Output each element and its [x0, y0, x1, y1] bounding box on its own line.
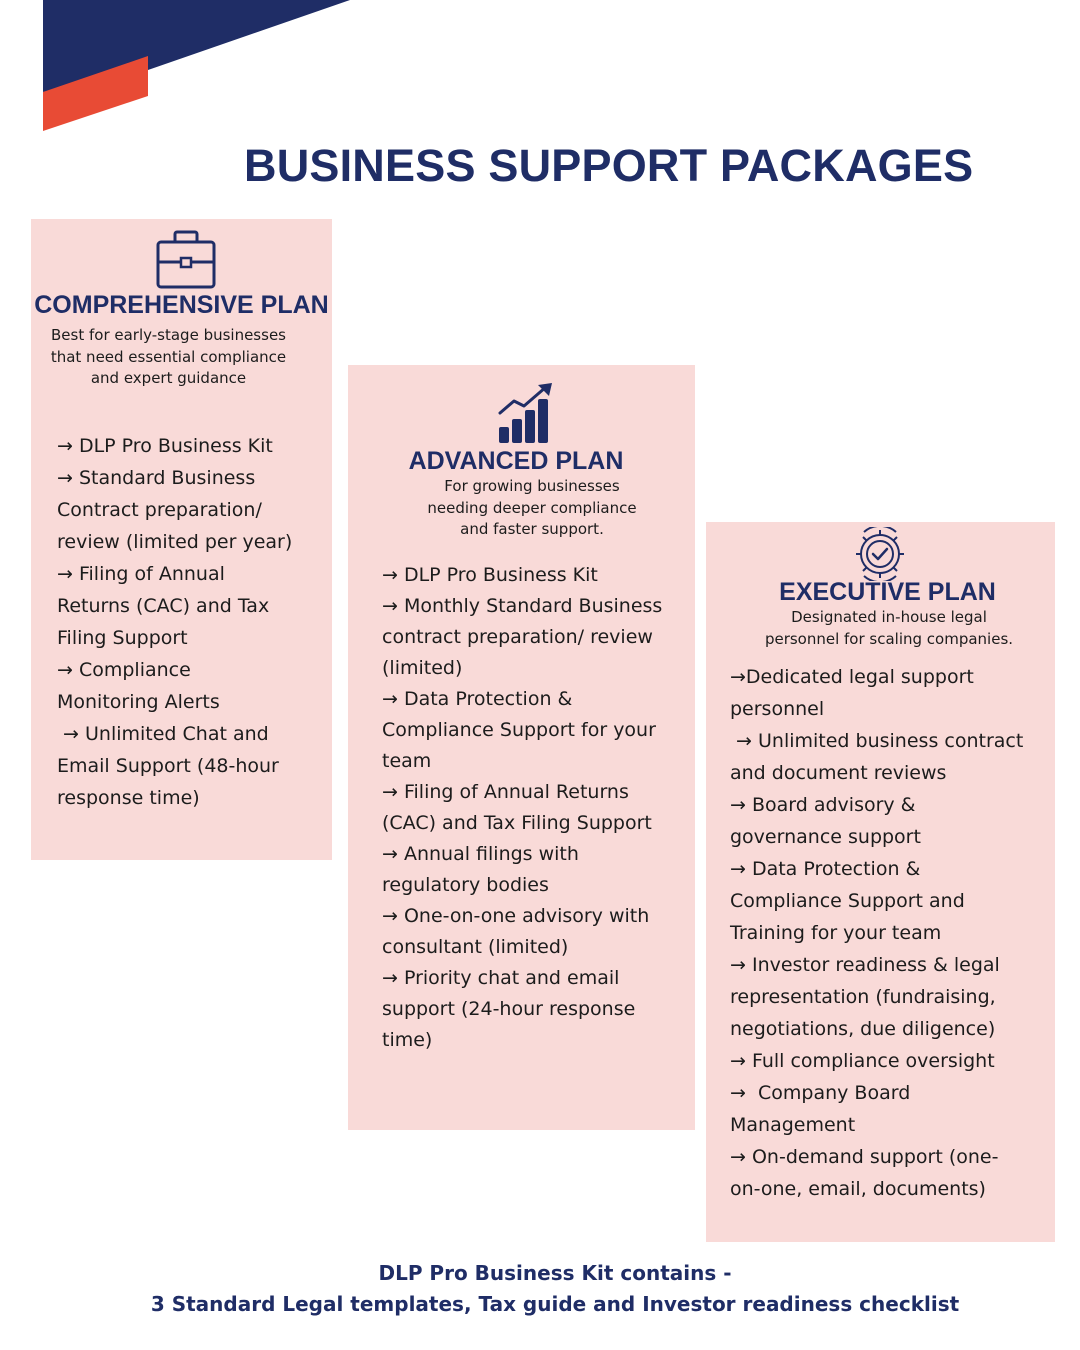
feature-line: → Company Board — [730, 1082, 911, 1104]
feature-line: negotiations, due diligence) — [730, 1018, 996, 1040]
feature-line: Returns (CAC) and Tax — [57, 595, 270, 617]
feature-line: regulatory bodies — [382, 874, 549, 896]
briefcase-icon — [155, 229, 217, 291]
feature-line: → Priority chat and email — [382, 967, 620, 989]
feature-line: → DLP Pro Business Kit — [382, 564, 598, 586]
page-title: BUSINESS SUPPORT PACKAGES — [244, 140, 974, 191]
feature-line: → Investor readiness & legal — [730, 954, 1000, 976]
comprehensive-plan-card — [31, 219, 332, 860]
feature-line: governance support — [730, 826, 921, 848]
footer-line-2: 3 Standard Legal templates, Tax guide and Investor readiness checklist — [150, 1292, 960, 1316]
feature-line: support (24-hour response — [382, 998, 636, 1020]
feature-line: → Annual filings with — [382, 843, 579, 865]
feature-line: response time) — [57, 787, 200, 809]
growth-chart-icon — [496, 381, 556, 443]
corner-decoration — [0, 0, 360, 140]
feature-line: → One-on-one advisory with — [382, 905, 650, 927]
kit-contents-note — [15, 1258, 1080, 1320]
feature-line: →Dedicated legal support — [730, 666, 974, 688]
feature-line: and document reviews — [730, 762, 947, 784]
feature-line: → Full compliance oversight — [730, 1050, 995, 1072]
feature-line: → On-demand support (one- — [730, 1146, 999, 1168]
feature-line: Filing Support — [57, 627, 188, 649]
feature-line: Monitoring Alerts — [57, 691, 220, 713]
feature-line: (CAC) and Tax Filing Support — [382, 812, 652, 834]
plan-title: EXECUTIVE PLAN — [779, 578, 996, 606]
plan-description: Best for early-stage businesses that need essential compliance and expert guidance — [50, 326, 287, 387]
feature-line: → Compliance — [57, 659, 191, 681]
feature-line: → Board advisory & — [730, 794, 916, 816]
feature-line: on-one, email, documents) — [730, 1178, 986, 1200]
feature-line: (limited) — [382, 657, 463, 679]
feature-line: personnel — [730, 698, 825, 720]
feature-line: → Unlimited business contract — [730, 730, 1024, 752]
footer-line-1: DLP Pro Business Kit contains - — [378, 1261, 732, 1285]
gear-check-icon — [853, 527, 907, 581]
plan-title: COMPREHENSIVE PLAN — [34, 291, 329, 319]
feature-line: consultant (limited) — [382, 936, 569, 958]
feature-line: → Filing of Annual — [57, 563, 225, 585]
feature-line: time) — [382, 1029, 433, 1051]
feature-line: Training for your team — [730, 922, 942, 944]
feature-line: Email Support (48-hour — [57, 755, 279, 777]
feature-line: → Unlimited Chat and — [57, 723, 269, 745]
plan-features — [382, 560, 692, 1056]
advanced-plan-card — [348, 365, 695, 1130]
plan-description: Designated in-house legal personnel for scaling companies. — [764, 608, 1014, 648]
feature-line: review (limited per year) — [57, 531, 293, 553]
feature-line: → DLP Pro Business Kit — [57, 435, 273, 457]
feature-line: Compliance Support and — [730, 890, 965, 912]
feature-line: → Data Protection & — [382, 688, 573, 710]
feature-line: team — [382, 750, 432, 772]
feature-line: → Standard Business — [57, 467, 256, 489]
feature-line: representation (fundraising, — [730, 986, 996, 1008]
feature-line: → Filing of Annual Returns — [382, 781, 629, 803]
plan-features — [57, 430, 332, 814]
feature-line: contract preparation/ review — [382, 626, 653, 648]
plan-description: For growing businesses needing deeper compliance and faster support. — [427, 477, 637, 538]
plan-title: ADVANCED PLAN — [408, 447, 624, 475]
feature-line: → Monthly Standard Business — [382, 595, 663, 617]
feature-line: Contract preparation/ — [57, 499, 262, 521]
feature-line: → Data Protection & — [730, 858, 921, 880]
feature-line: Management — [730, 1114, 856, 1136]
plan-features — [730, 661, 1048, 1205]
feature-line: Compliance Support for your — [382, 719, 656, 741]
executive-plan-card — [706, 522, 1055, 1242]
